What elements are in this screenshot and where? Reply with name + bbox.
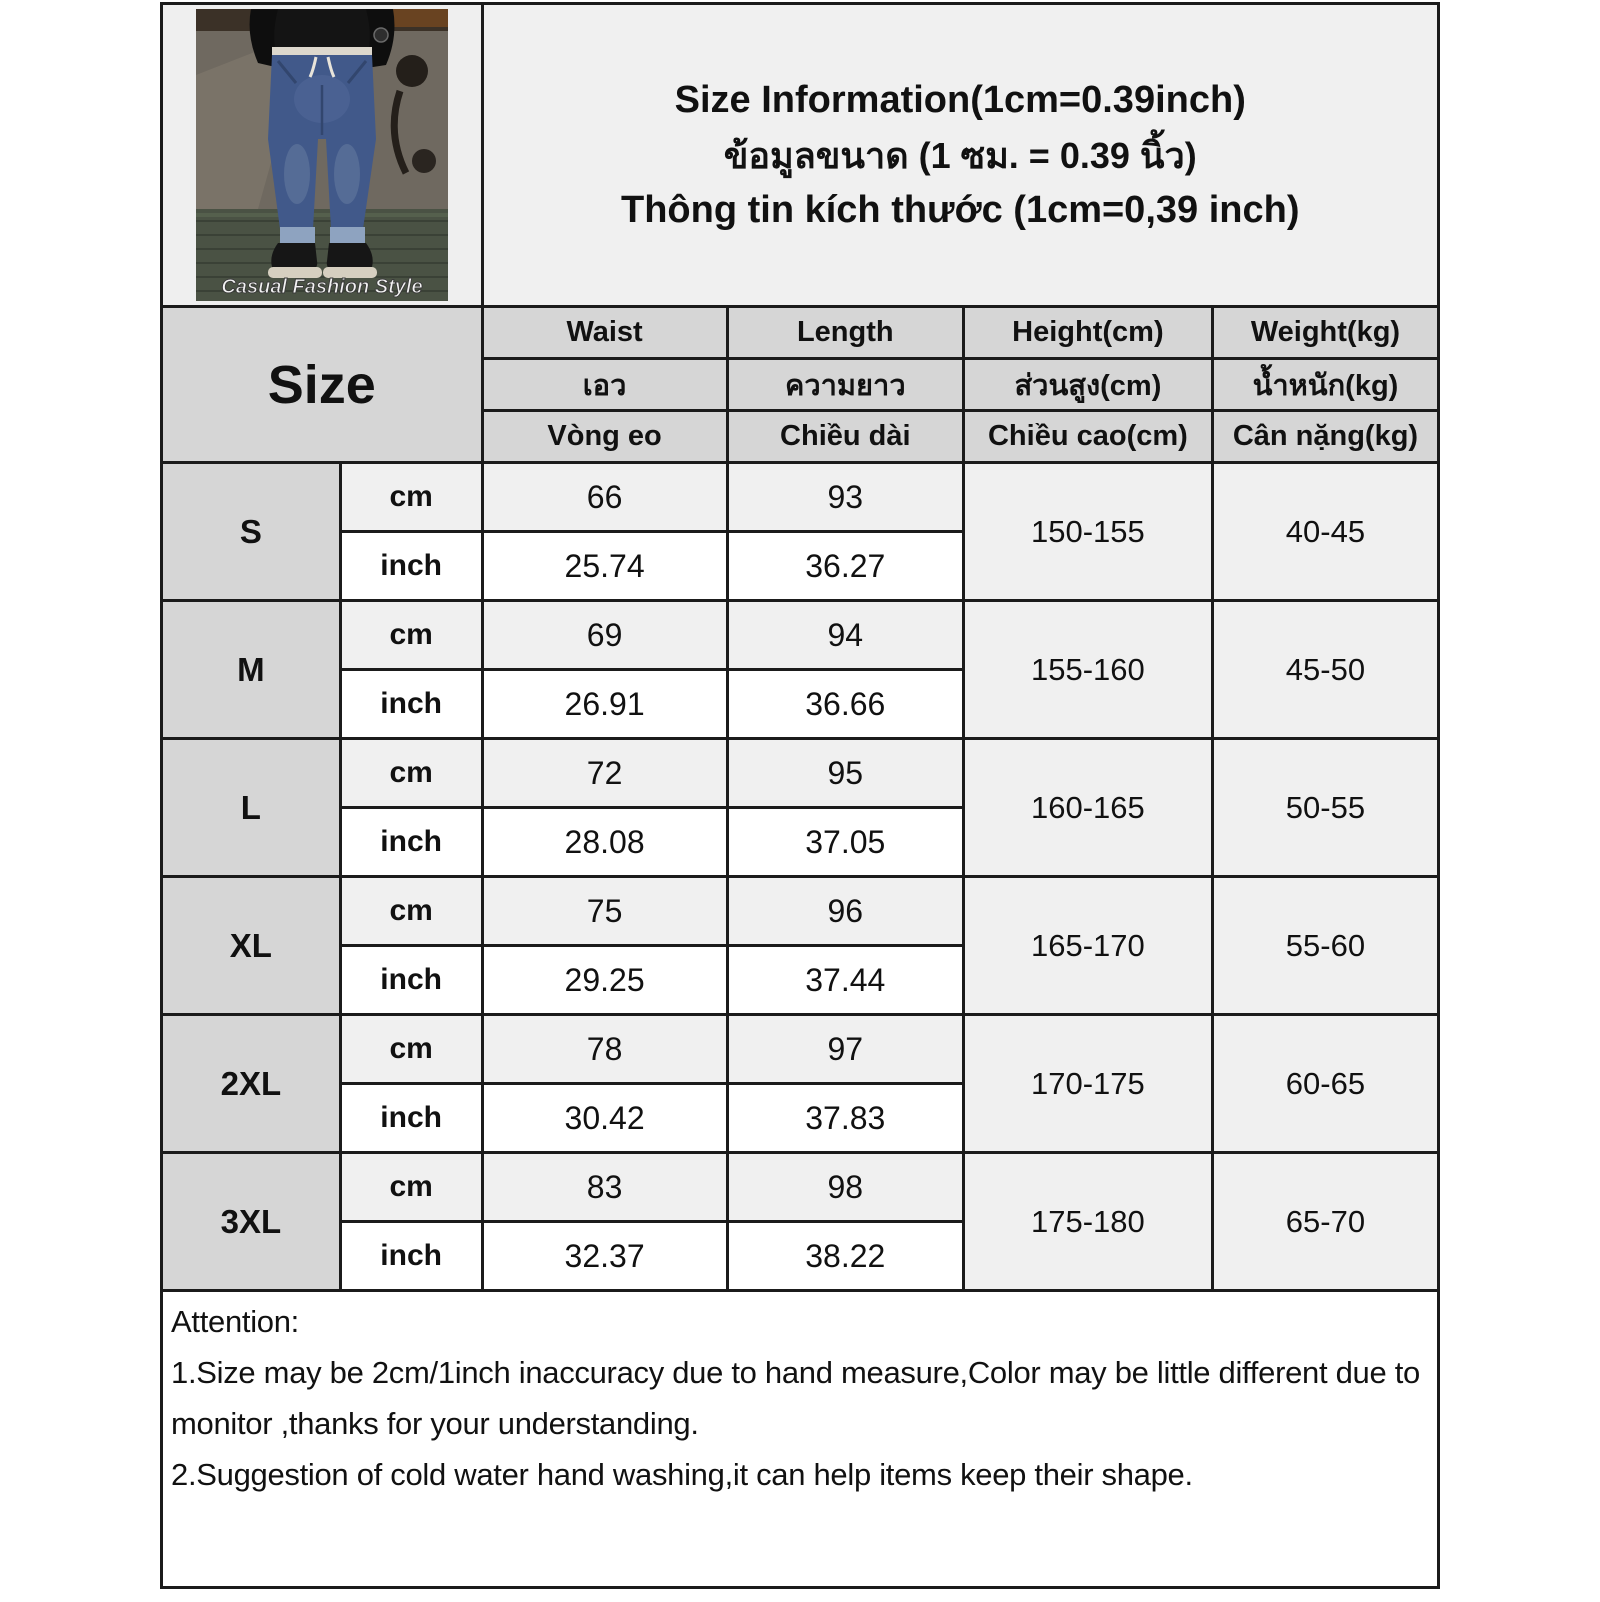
length-cm-value: 97 — [727, 1015, 963, 1084]
length-inch-value: 36.27 — [727, 532, 963, 601]
length-cm-value: 93 — [727, 463, 963, 532]
attention-heading: Attention: — [171, 1304, 299, 1339]
header-waist-vi: Vòng eo — [482, 411, 727, 463]
weight-range-value: 65-70 — [1212, 1153, 1438, 1291]
size-label-2xl: 2XL — [162, 1015, 341, 1153]
attention-note-1: 1.Size may be 2cm/1inch inaccuracy due to hand measure,Color may be little different due to monitor ,thanks for your understanding. — [171, 1355, 1420, 1441]
jeans-photo-illustration — [196, 9, 448, 301]
jeans-wash-left — [284, 144, 310, 204]
unit-inch-label: inch — [340, 1222, 482, 1291]
title-thai: ข้อมูลขนาด (1 ซม. = 0.39 นิ้ว) — [723, 134, 1197, 176]
length-inch-value: 37.83 — [727, 1084, 963, 1153]
waist-cm-value: 72 — [482, 739, 727, 808]
height-range-value: 150-155 — [963, 463, 1212, 601]
attention-note-2: 2.Suggestion of cold water hand washing,it can help items keep their shape. — [171, 1457, 1193, 1492]
size-label-xl: XL — [162, 877, 341, 1015]
length-cm-value: 98 — [727, 1153, 963, 1222]
floor-teal-stripe — [196, 213, 448, 217]
wrist-watch — [374, 28, 388, 42]
size-chart-sheet — [160, 2, 1440, 1589]
length-inch-value: 37.05 — [727, 808, 963, 877]
waist-cm-value: 66 — [482, 463, 727, 532]
height-range-value: 165-170 — [963, 877, 1212, 1015]
unit-cm-label: cm — [340, 1153, 482, 1222]
header-weight-en: Weight(kg) — [1212, 307, 1438, 359]
waist-inch-value: 25.74 — [482, 532, 727, 601]
photo-caption: Casual Fashion Style — [221, 276, 423, 298]
table-row — [162, 1153, 1439, 1222]
header-waist-th: เอว — [482, 359, 727, 411]
header-length-vi: Chiều dài — [727, 411, 963, 463]
waist-inch-value: 32.37 — [482, 1222, 727, 1291]
table-row — [162, 601, 1439, 670]
length-cm-value: 96 — [727, 877, 963, 946]
unit-cm-label: cm — [340, 463, 482, 532]
hanging-gear — [412, 149, 436, 173]
waist-inch-value: 28.08 — [482, 808, 727, 877]
length-inch-value: 37.44 — [727, 946, 963, 1015]
waist-inch-value: 26.91 — [482, 670, 727, 739]
title-vietnamese: Thông tin kích thước (1cm=0,39 inch) — [621, 188, 1300, 231]
unit-inch-label: inch — [340, 1084, 482, 1153]
attention-section — [162, 1291, 1439, 1588]
title-cell — [482, 4, 1439, 307]
product-photo — [163, 9, 481, 301]
size-table — [160, 2, 1440, 1589]
size-label-m: M — [162, 601, 341, 739]
waist-cm-value: 75 — [482, 877, 727, 946]
header-weight-th: น้ำหนัก(kg) — [1212, 359, 1438, 411]
jeans-wash-right — [334, 144, 360, 204]
header-length-th: ความยาว — [727, 359, 963, 411]
weight-range-value: 40-45 — [1212, 463, 1438, 601]
header-height-en: Height(cm) — [963, 307, 1212, 359]
size-header: Size — [162, 307, 483, 463]
size-label-3xl: 3XL — [162, 1153, 341, 1291]
length-cm-value: 95 — [727, 739, 963, 808]
size-label-s: S — [162, 463, 341, 601]
height-range-value: 155-160 — [963, 601, 1212, 739]
length-inch-value: 36.66 — [727, 670, 963, 739]
header-waist-en: Waist — [482, 307, 727, 359]
header-length-en: Length — [727, 307, 963, 359]
hanging-tool — [396, 55, 428, 87]
waist-cm-value: 78 — [482, 1015, 727, 1084]
top-row — [162, 4, 1439, 307]
table-row — [162, 739, 1439, 808]
height-range-value: 160-165 — [963, 739, 1212, 877]
header-row-english — [162, 307, 1439, 359]
unit-cm-label: cm — [340, 601, 482, 670]
unit-cm-label: cm — [340, 877, 482, 946]
length-inch-value: 38.22 — [727, 1222, 963, 1291]
weight-range-value: 45-50 — [1212, 601, 1438, 739]
waist-cm-value: 69 — [482, 601, 727, 670]
cuff-right — [330, 227, 365, 243]
header-height-vi: Chiều cao(cm) — [963, 411, 1212, 463]
unit-inch-label: inch — [340, 532, 482, 601]
weight-range-value: 50-55 — [1212, 739, 1438, 877]
waist-inch-value: 29.25 — [482, 946, 727, 1015]
table-row — [162, 463, 1439, 532]
table-row — [162, 1015, 1439, 1084]
header-weight-vi: Cân nặng(kg) — [1212, 411, 1438, 463]
cuff-left — [280, 227, 315, 243]
unit-inch-label: inch — [340, 946, 482, 1015]
weight-range-value: 60-65 — [1212, 1015, 1438, 1153]
unit-cm-label: cm — [340, 739, 482, 808]
title-english: Size Information(1cm=0.39inch) — [674, 78, 1246, 121]
length-cm-value: 94 — [727, 601, 963, 670]
height-range-value: 175-180 — [963, 1153, 1212, 1291]
unit-inch-label: inch — [340, 808, 482, 877]
attention-row — [162, 1291, 1439, 1588]
height-range-value: 170-175 — [963, 1015, 1212, 1153]
table-row — [162, 877, 1439, 946]
waist-cm-value: 83 — [482, 1153, 727, 1222]
unit-inch-label: inch — [340, 670, 482, 739]
header-height-th: ส่วนสูง(cm) — [963, 359, 1212, 411]
product-photo-cell — [162, 4, 483, 307]
unit-cm-label: cm — [340, 1015, 482, 1084]
size-label-l: L — [162, 739, 341, 877]
weight-range-value: 55-60 — [1212, 877, 1438, 1015]
waist-inch-value: 30.42 — [482, 1084, 727, 1153]
